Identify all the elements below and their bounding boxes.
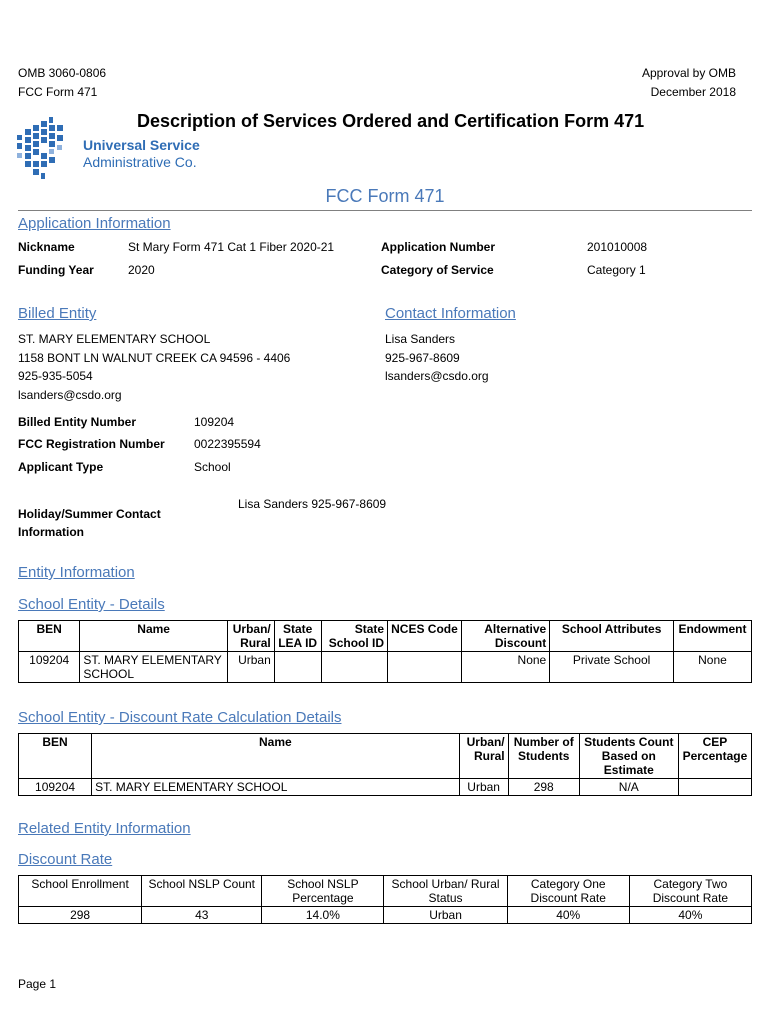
contact-phone: 925-967-8609 <box>385 350 460 365</box>
nickname-label: Nickname <box>18 240 75 254</box>
ben-label: Billed Entity Number <box>18 415 137 429</box>
holiday-contact-value: Lisa Sanders 925-967-8609 <box>238 497 387 511</box>
col-urban-rural: Urban/ Rural <box>227 621 274 652</box>
form-id-block <box>18 64 106 102</box>
col-name: Name <box>92 734 460 779</box>
form-number: FCC Form 471 <box>18 85 98 99</box>
funding-year-label: Funding Year <box>18 263 94 277</box>
col-ben: BEN <box>19 734 92 779</box>
cell-students-count-estimate: N/A <box>579 779 678 796</box>
usac-logo-mark-icon <box>15 117 85 187</box>
cell-nces-code <box>388 652 462 683</box>
cell-urban-rural-status: Urban <box>384 907 507 924</box>
col-urban-rural-status: School Urban/ Rural Status <box>384 876 507 907</box>
cell-ben: 109204 <box>19 779 92 796</box>
cell-state-lea-id <box>274 652 321 683</box>
cell-state-school-id <box>321 652 388 683</box>
title-divider <box>18 210 752 211</box>
col-school-attributes: School Attributes <box>550 621 674 652</box>
table-header-row <box>19 876 752 907</box>
col-school-enrollment: School Enrollment <box>19 876 142 907</box>
col-category-one-rate: Category One Discount Rate <box>507 876 629 907</box>
col-nslp-percentage: School NSLP Percentage <box>262 876 384 907</box>
cell-school-enrollment: 298 <box>19 907 142 924</box>
discount-calc-heading: School Entity - Discount Rate Calculation Details <box>18 709 342 726</box>
col-endowment: Endowment <box>673 621 751 652</box>
nickname-value: St Mary Form 471 Cat 1 Fiber 2020-21 <box>128 240 335 254</box>
col-urban-rural: Urban/ Rural <box>459 734 508 779</box>
billed-entity-phone: 925-935-5054 <box>18 369 93 383</box>
cell-number-of-students: 298 <box>508 779 579 796</box>
page-number: Page 1 <box>18 977 57 991</box>
col-state-lea-id: State LEA ID <box>274 621 321 652</box>
holiday-contact-label-line-1: Holiday/Summer Contact <box>18 507 161 521</box>
application-info-heading: Application Information <box>18 215 171 232</box>
col-cep-percentage: CEP Percentage <box>678 734 751 779</box>
contact-block <box>385 330 489 386</box>
holiday-contact-label-line-2: Information <box>18 525 84 539</box>
table-row <box>19 652 752 683</box>
cell-cep-percentage <box>678 779 751 796</box>
funding-year-value: 2020 <box>128 263 155 277</box>
omb-number: OMB 3060-0806 <box>18 66 107 80</box>
cell-alternative-discount: None <box>461 652 549 683</box>
cell-urban-rural: Urban <box>459 779 508 796</box>
table-row <box>19 907 752 924</box>
approval-date: December 2018 <box>650 85 736 99</box>
logo-line-1: Universal Service <box>83 137 200 153</box>
billed-entity-email: lsanders@csdo.org <box>18 387 122 402</box>
cell-category-one-rate: 40% <box>507 907 629 924</box>
cell-ben: 109204 <box>19 652 80 683</box>
form-title: FCC Form 471 <box>325 186 445 206</box>
holiday-contact-label <box>18 505 161 541</box>
col-nces-code: NCES Code <box>388 621 462 652</box>
related-entity-heading: Related Entity Information <box>18 820 191 837</box>
category-of-service-label: Category of Service <box>381 263 494 277</box>
cell-endowment: None <box>673 652 751 683</box>
col-name: Name <box>80 621 228 652</box>
cell-urban-rural: Urban <box>227 652 274 683</box>
billed-entity-address: 1158 BONT LN WALNUT CREEK CA 94596 - 4406 <box>18 350 291 365</box>
cell-nslp-count: 43 <box>142 907 262 924</box>
billed-entity-address-block <box>18 330 290 404</box>
cell-category-two-rate: 40% <box>629 907 751 924</box>
contact-name: Lisa Sanders <box>385 332 456 346</box>
logo-line-2: Administrative Co. <box>83 154 197 170</box>
contact-email: lsanders@csdo.org <box>385 369 489 383</box>
approval-block <box>642 64 736 102</box>
category-of-service-value: Category 1 <box>587 263 646 277</box>
discount-rate-heading: Discount Rate <box>18 851 113 868</box>
col-number-of-students: Number of Students <box>508 734 579 779</box>
fcc-registration-value: 0022395594 <box>194 437 261 451</box>
page-title: Description of Services Ordered and Certification Form 471 <box>137 111 645 131</box>
col-nslp-count: School NSLP Count <box>142 876 262 907</box>
contact-info-heading: Contact Information <box>385 305 516 322</box>
col-alternative-discount: Alternative Discount <box>461 621 549 652</box>
applicant-type-label: Applicant Type <box>18 460 104 474</box>
application-number-label: Application Number <box>381 240 496 254</box>
application-number-value: 201010008 <box>587 240 648 254</box>
col-ben: BEN <box>19 621 80 652</box>
applicant-type-value: School <box>194 460 231 474</box>
fcc-registration-label: FCC Registration Number <box>18 437 165 451</box>
cell-name: ST. MARY ELEMENTARY SCHOOL <box>80 652 228 683</box>
school-entity-details-heading: School Entity - Details <box>18 596 165 613</box>
cell-nslp-percentage: 14.0% <box>262 907 384 924</box>
col-students-count-estimate: Students Count Based on Estimate <box>579 734 678 779</box>
discount-rate-table <box>18 875 752 924</box>
table-header-row <box>19 734 752 779</box>
billed-entity-name: ST. MARY ELEMENTARY SCHOOL <box>18 332 211 346</box>
col-category-two-rate: Category Two Discount Rate <box>629 876 751 907</box>
entity-info-heading: Entity Information <box>18 564 135 581</box>
school-entity-details-table <box>18 620 752 683</box>
cell-name: ST. MARY ELEMENTARY SCHOOL <box>92 779 460 796</box>
discount-calc-table <box>18 733 752 796</box>
table-header-row <box>19 621 752 652</box>
ben-value: 109204 <box>194 415 235 429</box>
cell-school-attributes: Private School <box>550 652 674 683</box>
billed-entity-heading: Billed Entity <box>18 305 97 322</box>
table-row <box>19 779 752 796</box>
approval-text: Approval by OMB <box>641 66 736 80</box>
col-state-school-id: State School ID <box>321 621 388 652</box>
